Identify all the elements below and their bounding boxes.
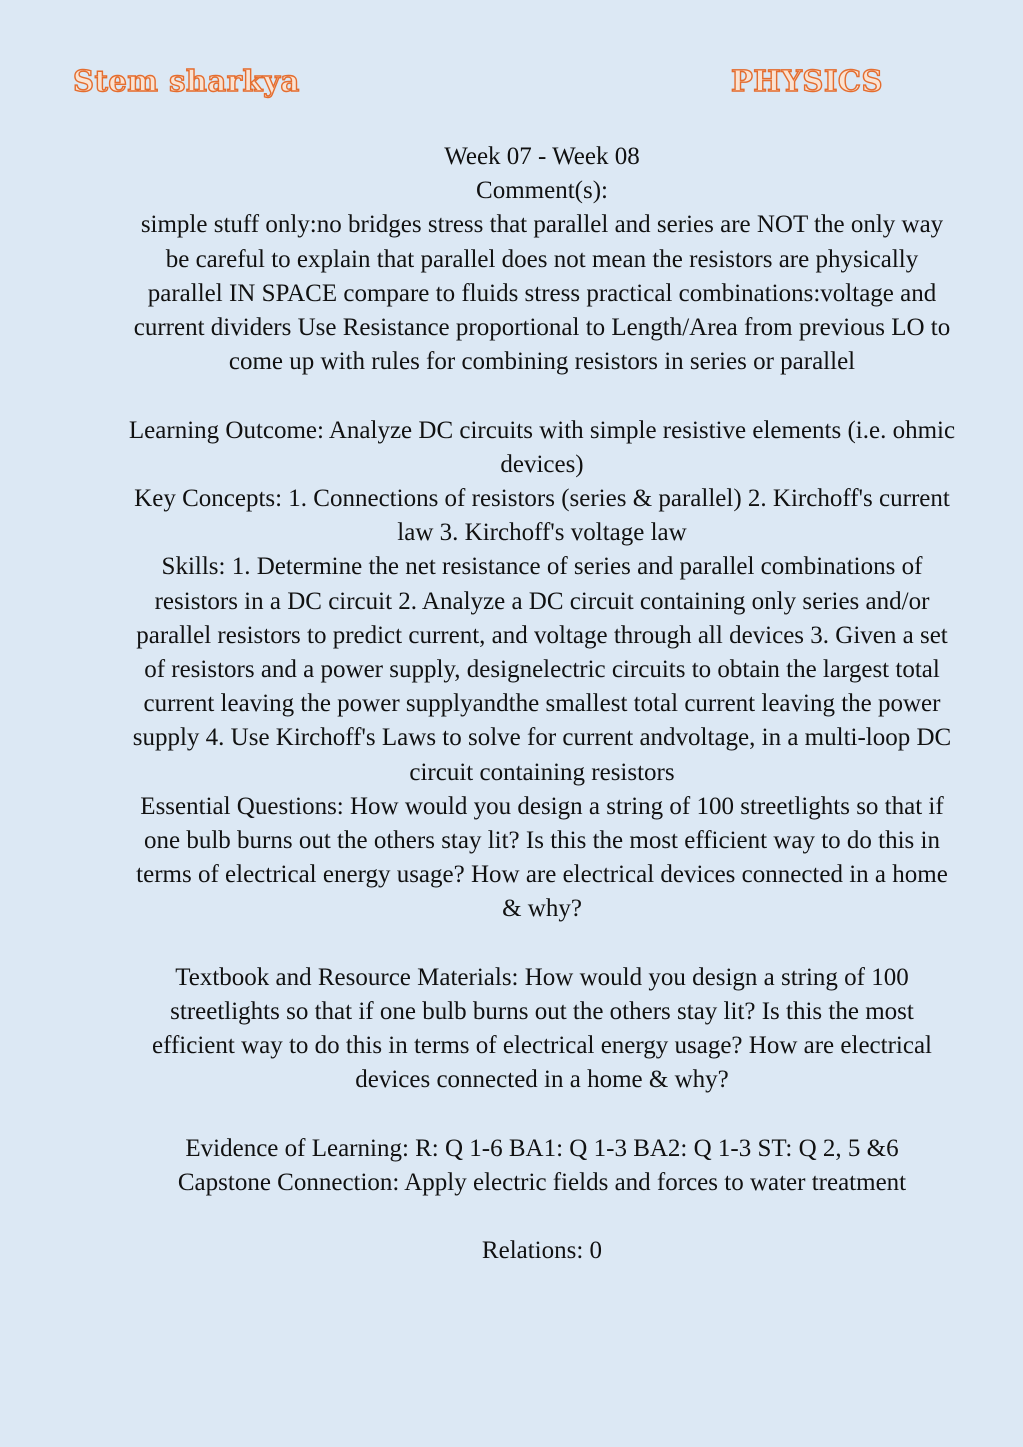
capstone-connection: Capstone Connection: Apply electric fields and forces to water treatment (177, 1169, 907, 1197)
skills: Skills: 1. Determine the net resistance of series and parallel combinations of resistors in a DC circuit 2. Analyze a DC circuit containing only series and/or parallel resistors to predict current, and voltage through all devices 3. Given a set of resistors and a power supply, designelectric circuits to obtain the largest total current leaving the power supplyandthe smallest total current leaving the power supply 4. Use Kirchoff's Laws to solve for current andvoltage, in a multi-loop DC circuit containing resistors (132, 553, 952, 786)
comments-label: Comment(s): (476, 177, 608, 205)
spacer (128, 379, 956, 413)
learning-outcome: Learning Outcome: Analyze DC circuits with simple resistive elements (i.e. ohmic devices) (128, 416, 956, 478)
relations: Relations: 0 (481, 1237, 603, 1265)
essential-questions: Essential Questions: How would you design a string of 100 streetlights so that if one bulb burns out the others stay lit? Is this the most efficient way to do this in terms of electrical energy usage? How are electrical devices connected in a home & why? (136, 792, 948, 923)
week-range: Week 07 - Week 08 (444, 143, 640, 170)
spacer (128, 927, 956, 961)
document-body (128, 140, 956, 1269)
brand-title: Stem sharkya (73, 64, 300, 98)
spacer (128, 1098, 956, 1132)
evidence-of-learning: Evidence of Learning: R: Q 1-6 BA1: Q 1-3 BA2: Q 1-3 ST: Q 2, 5 &6 (185, 1134, 899, 1162)
subject-title: PHYSICS (731, 64, 883, 98)
comments-text: simple stuff only:no bridges stress that parallel and series are NOT the only way be careful to explain that parallel does not mean the resistors are physically parallel IN SPACE compare to fluids stress practical combinations:voltage and current dividers Use Resistance proportional to Length/Area from previous LO to come up with rules for combining resistors in series or parallel (133, 211, 951, 376)
key-concepts: Key Concepts: 1. Connections of resistors (series & parallel) 2. Kirchoff's current law 3. Kirchoff's voltage law (134, 485, 950, 547)
textbook-resources: Textbook and Resource Materials: How would you design a string of 100 streetlights so that if one bulb burns out the others stay lit? Is this the most efficient way to do this in terms of electrical energy usage? How are electrical devices connected in a home & why? (152, 963, 932, 1094)
spacer (128, 1200, 956, 1234)
